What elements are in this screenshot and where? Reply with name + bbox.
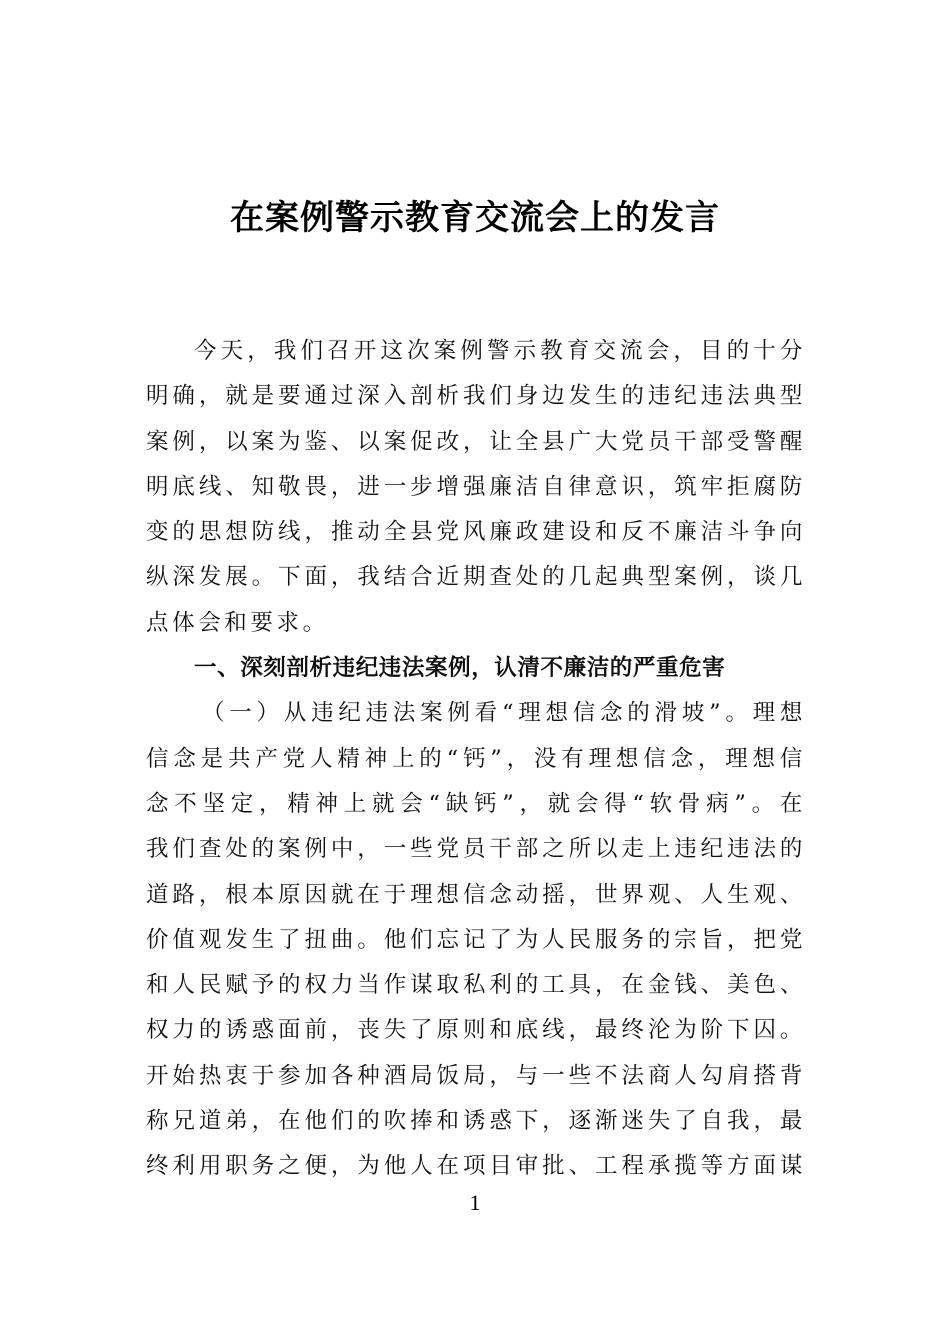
document-body bbox=[146, 329, 806, 1190]
subsection-line: （一）从违纪违法案例看“理想信念的滑坡”。理想 bbox=[202, 700, 806, 727]
paragraph-line: 价值观发生了扭曲。他们忘记了为人民服务的宗旨，把党 bbox=[146, 926, 806, 953]
paragraph-line: 开始热衷于参加各种酒局饭局，与一些不法商人勾肩搭背 bbox=[146, 1062, 806, 1089]
paragraph-line: 明确，就是要通过深入剖析我们身边发生的违纪违法典型 bbox=[146, 383, 806, 410]
paragraph-line: 案例，以案为鉴、以案促改，让全县广大党员干部受警醒 bbox=[146, 428, 806, 455]
page-number: 1 bbox=[469, 1190, 481, 1215]
section-heading: 一、深刻剖析违纪违法案例，认清不廉洁的严重危害 bbox=[194, 655, 726, 682]
paragraph-line: 称兄道弟，在他们的吹捧和诱惑下，逐渐迷失了自我，最 bbox=[146, 1108, 806, 1135]
paragraph-line: 明底线、知敬畏，进一步增强廉洁自律意识，筑牢拒腐防 bbox=[146, 473, 806, 500]
paragraph-line: 我们查处的案例中，一些党员干部之所以走上违纪违法的 bbox=[146, 836, 806, 863]
paragraph-line: 道路，根本原因就在于理想信念动摇，世界观、人生观、 bbox=[146, 881, 806, 908]
paragraph-line: 终利用职务之便，为他人在项目审批、工程承揽等方面谋 bbox=[146, 1153, 806, 1180]
paragraph-line: 信念是共产党人精神上的“钙”，没有理想信念，理想信 bbox=[146, 745, 806, 772]
paragraph-line: 和人民赋予的权力当作谋取私利的工具，在金钱、美色、 bbox=[146, 972, 806, 999]
paragraph-line: 点体会和要求。 bbox=[146, 609, 329, 636]
paragraph-line: 纵深发展。下面，我结合近期查处的几起典型案例，谈几 bbox=[146, 564, 806, 591]
paragraph-line: 变的思想防线，推动全县党风廉政建设和反不廉洁斗争向 bbox=[146, 519, 806, 546]
paragraph-line: 念不坚定，精神上就会“缺钙”，就会得“软骨病”。在 bbox=[146, 790, 806, 817]
paragraph-line: 今天，我们召开这次案例警示教育交流会，目的十分 bbox=[194, 338, 806, 364]
paragraph-line: 权力的诱惑面前，丧失了原则和底线，最终沦为阶下囚。 bbox=[146, 1017, 806, 1044]
document-title: 在案例警示教育交流会上的发言 bbox=[230, 198, 720, 238]
